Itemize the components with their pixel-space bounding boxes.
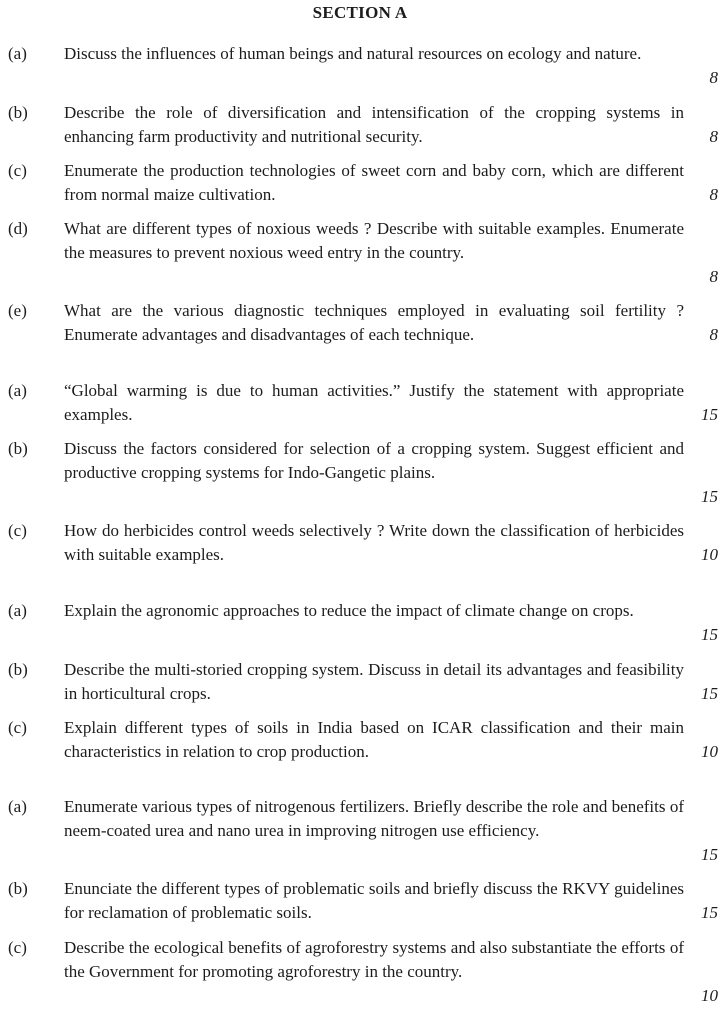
question-marks: 10 [701,545,718,564]
question-label: (c) [8,718,27,737]
question-marks: 15 [701,405,718,424]
question-text: Explain the agronomic approaches to reduce the impact of climate change on crops. [64,601,634,620]
question-label: (a) [8,797,27,816]
question-marks: 10 [701,986,718,1005]
question-label: (b) [8,439,28,458]
question-label: (b) [8,660,28,679]
section-title: SECTION A [312,3,408,22]
question-text: What are different types of noxious weeds ? Describe with suitable examples. Enumerate the measures to prevent noxious weed entry in the country. [64,219,684,262]
question-label: (e) [8,301,27,320]
question-marks: 15 [701,845,718,864]
question-marks: 15 [701,487,718,506]
question-text: How do herbicides control weeds selectively ? Write down the classification of herbicides with suitable examples. [64,521,684,564]
question-label: (c) [8,521,27,540]
question-text: Describe the ecological benefits of agroforestry systems and also substantiate the efforts of the Government for promoting agroforestry in the country. [64,938,684,981]
question-text: Enumerate various types of nitrogenous fertilizers. Briefly describe the role and benefits of neem-coated urea and nano urea in improving nitrogen use efficiency. [64,797,684,840]
question-marks: 15 [701,684,718,703]
question-label: (a) [8,44,27,63]
question-label: (b) [8,103,28,122]
question-label: (c) [8,161,27,180]
question-label: (b) [8,879,28,898]
question-label: (c) [8,938,27,957]
question-text: “Global warming is due to human activities.” Justify the statement with appropriate examples. [64,381,684,424]
question-marks: 8 [709,68,718,87]
question-marks: 8 [709,267,718,286]
question-text: Describe the multi-storied cropping system. Discuss in detail its advantages and feasibility in horticultural crops. [64,660,684,703]
question-text: Discuss the factors considered for selection of a cropping system. Suggest efficient and productive cropping systems for Indo-Gangetic plains. [64,439,684,482]
question-text: What are the various diagnostic techniques employed in evaluating soil fertility ? Enumerate advantages and disadvantages of each technique. [64,301,684,344]
question-text: Enunciate the different types of problematic soils and briefly discuss the RKVY guidelines for reclamation of problematic soils. [64,879,684,922]
question-marks: 15 [701,903,718,922]
question-text: Enumerate the production technologies of sweet corn and baby corn, which are different from normal maize cultivation. [64,161,684,204]
question-marks: 10 [701,742,718,761]
question-marks: 8 [709,185,718,204]
question-marks: 8 [709,127,718,146]
question-text: Discuss the influences of human beings and natural resources on ecology and nature. [64,44,642,63]
question-label: (a) [8,601,27,620]
question-label: (d) [8,219,28,238]
question-marks: 15 [701,625,718,644]
question-marks: 8 [709,325,718,344]
question-label: (a) [8,381,27,400]
question-text: Explain different types of soils in India based on ICAR classification and their main characteristics in relation to crop production. [64,718,684,761]
question-text: Describe the role of diversification and intensification of the cropping systems in enhancing farm productivity and nutritional security. [64,103,684,146]
